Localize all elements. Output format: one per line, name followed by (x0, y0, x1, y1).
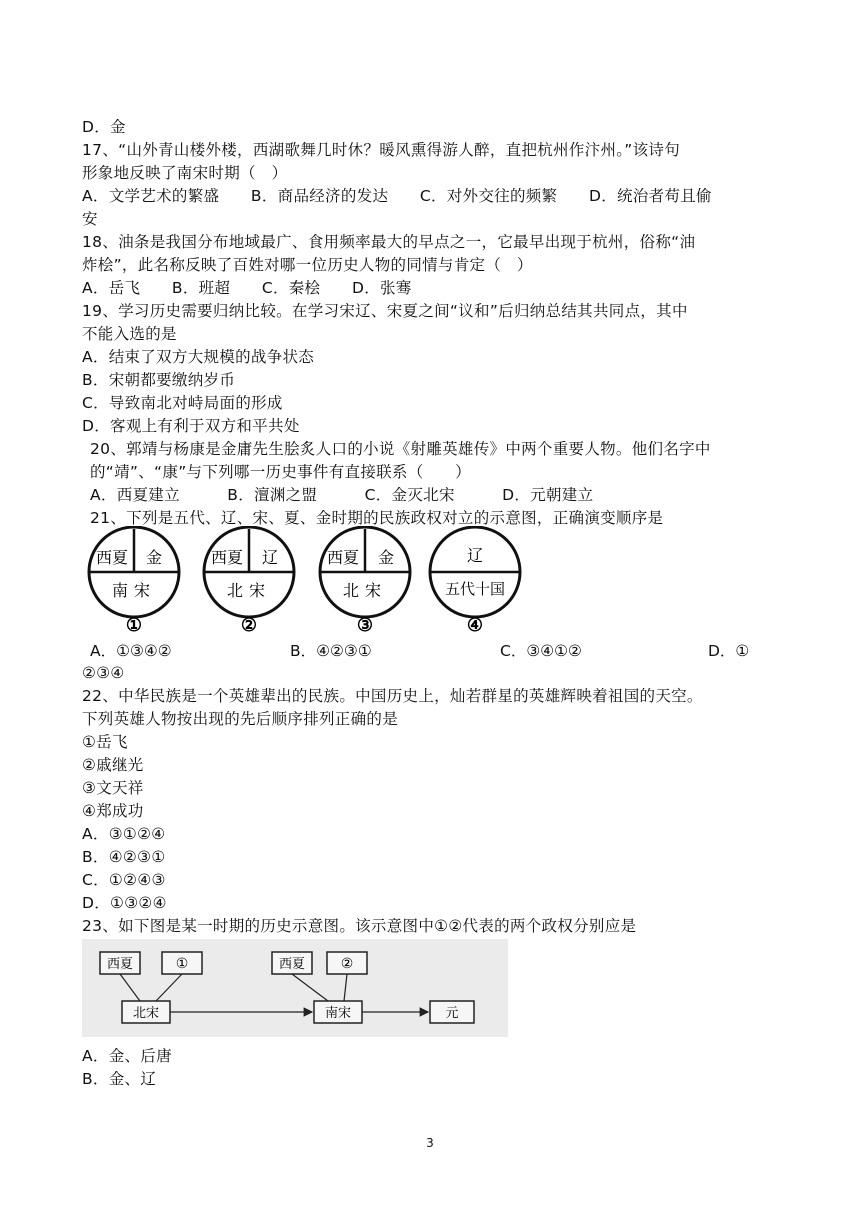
box-beisong: 北宋 (132, 1006, 160, 1021)
q18-stem-line2: 炸桧”，此名称反映了百姓对哪一位历史人物的同情与肯定（ ） (82, 256, 533, 274)
q16-option-d: D．金 (82, 118, 126, 136)
circle-1-number: ① (125, 615, 143, 636)
circle-1-top-right: 金 (145, 548, 163, 567)
q19-option-c: C．导致南北对峙局面的形成 (82, 394, 283, 412)
q19-option-a: A．结束了双方大规模的战争状态 (82, 348, 315, 366)
flow-diagram-svg (82, 939, 508, 1037)
circle-2-bottom: 北宋 (226, 581, 272, 600)
box-regime-1: ① (175, 956, 189, 972)
q19-option-d: D．客观上有利于双方和平共处 (82, 417, 300, 435)
q21-option-b: B．④②③① (290, 642, 372, 660)
circle-2-top-left: 西夏 (210, 548, 244, 567)
circle-3-top-right: 金 (377, 548, 395, 567)
q20-stem-line2: 的“靖”、“康”与下列哪一历史事件有直接联系（ ） (90, 463, 471, 481)
q23-option-a: A．金、后唐 (82, 1047, 172, 1065)
circle-1 (89, 527, 179, 636)
q19-option-b: B．宋朝都要缴纳岁币 (82, 371, 236, 389)
q20-stem-line1: 20、郭靖与杨康是金庸先生脍炙人口的小说《射雕英雄传》中两个重要人物。他们名字中 (90, 440, 711, 458)
box-nansong: 南宋 (324, 1006, 352, 1021)
q23-option-b: B．金、辽 (82, 1070, 157, 1088)
q18-stem-line1: 18、油条是我国分布地域最广、食用频率最大的早点之一，它最早出现于杭州，俗称“油 (82, 233, 696, 251)
q22-item-1: ①岳飞 (82, 733, 128, 751)
q22-item-3: ③文天祥 (82, 779, 144, 797)
circle-2-number: ② (240, 615, 258, 636)
circle-4 (430, 527, 520, 636)
q21-option-a: A．①③④② (90, 642, 172, 660)
q17-stem-line1: 17、“山外青山楼外楼，西湖歌舞几时休？暖风熏得游人醉，直把杭州作汴州。”该诗句 (82, 141, 681, 159)
q22-stem-line2: 下列英雄人物按出现的先后顺序排列正确的是 (82, 710, 399, 728)
q22-option-d: D．①③②④ (82, 894, 167, 912)
q19-stem-line1: 19、学习历史需要归纳比较。在学习宋辽、宋夏之间“议和”后归纳总结其共同点，其中 (82, 302, 688, 320)
q20-options: A．西夏建立 B．澶渊之盟 C．金灭北宋 D．元朝建立 (90, 486, 594, 504)
q21-stem: 21、下列是五代、辽、宋、夏、金时期的民族政权对立的示意图，正确演变顺序是 (90, 509, 664, 527)
q23-history-flow-diagram (82, 939, 508, 1037)
circle-1-bottom: 南宋 (111, 581, 157, 600)
box-xixia-left: 西夏 (106, 957, 134, 972)
q22-item-2: ②戚继光 (82, 756, 144, 774)
circle-3 (320, 527, 410, 636)
q22-item-4: ④郑成功 (82, 802, 144, 820)
page-number: 3 (426, 1136, 434, 1150)
q17-options-tail: 安 (82, 210, 98, 228)
q22-stem-line1: 22、中华民族是一个英雄辈出的民族。中国历史上，灿若群星的英雄辉映着祖国的天空。 (82, 687, 703, 705)
q19-stem-line2: 不能入选的是 (82, 325, 177, 343)
q17-stem-line2: 形象地反映了南宋时期（ ） (82, 164, 288, 182)
q22-option-b: B．④②③① (82, 848, 166, 866)
regime-circles-svg (82, 526, 532, 636)
q23-stem: 23、如下图是某一时期的历史示意图。该示意图中①②代表的两个政权分别应是 (82, 917, 637, 935)
circle-2 (204, 527, 294, 636)
circle-3-top-left: 西夏 (326, 548, 360, 567)
box-xixia-right: 西夏 (278, 957, 306, 972)
circle-3-number: ③ (356, 615, 374, 636)
circle-4-top: 辽 (466, 546, 484, 565)
circle-1-top-left: 西夏 (95, 548, 129, 567)
circle-3-bottom: 北宋 (342, 581, 388, 600)
box-regime-2: ② (340, 956, 354, 972)
circle-4-bottom: 五代十国 (444, 580, 506, 598)
q18-options: A．岳飞 B．班超 C．秦桧 D．张骞 (82, 279, 412, 297)
q17-options: A．文学艺术的繁盛 B．商品经济的发达 C．对外交往的频繁 D．统治者苟且偷 (82, 187, 712, 205)
q22-option-a: A．③①②④ (82, 825, 166, 843)
circle-2-top-right: 辽 (261, 548, 279, 567)
q21-regime-circles-figure (82, 526, 532, 636)
q22-option-c: C．①②④③ (82, 871, 166, 889)
q21-option-d: D．① (708, 642, 750, 660)
q21-option-d-tail: ②③④ (82, 664, 125, 682)
box-yuan: 元 (445, 1006, 459, 1021)
q21-option-c: C．③④①② (500, 642, 582, 660)
circle-4-number: ④ (466, 615, 484, 636)
